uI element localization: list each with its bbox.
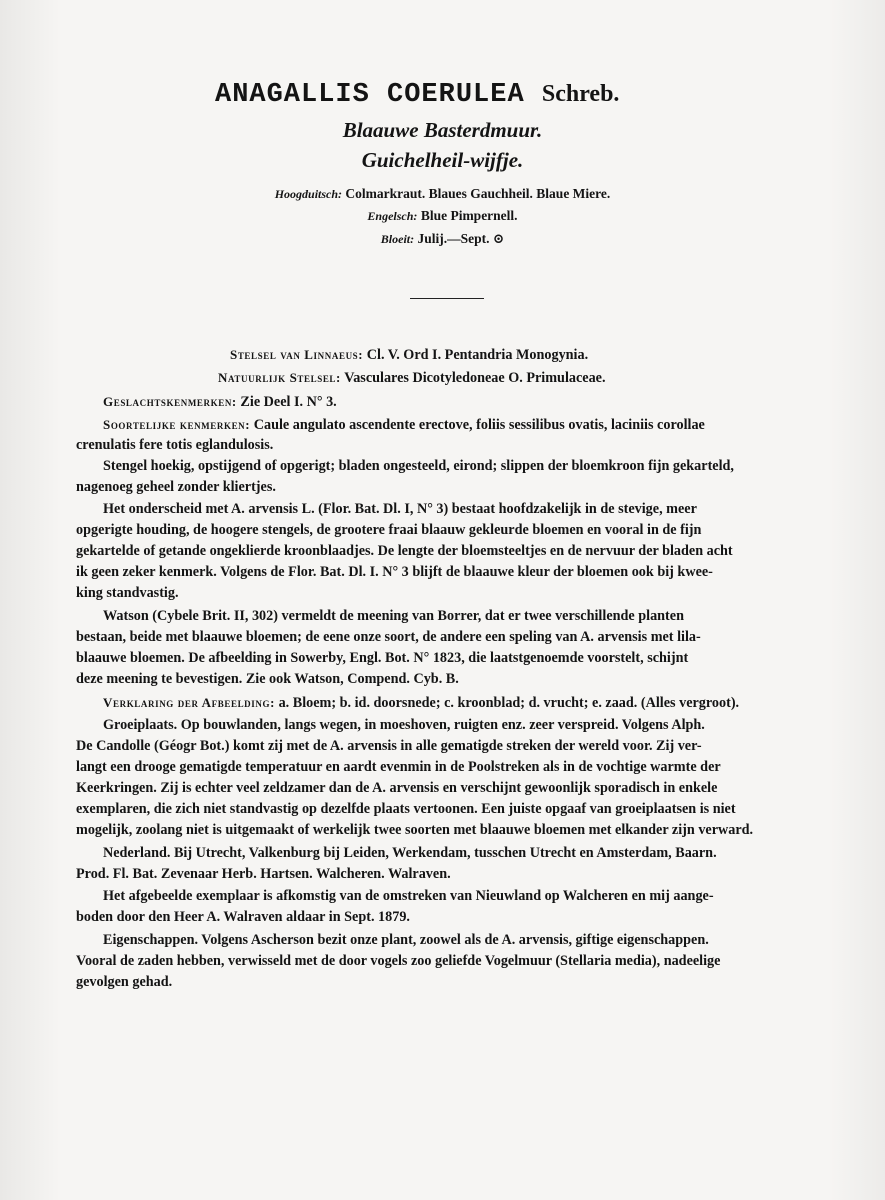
english-name: Blue Pimpernell. bbox=[420, 208, 518, 223]
habitat-line-6: mogelijk, zoolang niet is uitgemaakt of werkelijk twee soorten met blaauwe bloemen met elkander zijn verward. bbox=[76, 822, 754, 838]
bloom-line bbox=[0, 231, 885, 247]
species-name: ANAGALLIS COERULEA bbox=[215, 80, 525, 110]
dutch-name-2: Guichelheil-wijfje. bbox=[361, 148, 524, 172]
habitat-line-4: Keerkringen. Zij is echter veel zeldzamer dan de A. arvensis en verschijnt gewoonlijk sporadisch in enkele bbox=[76, 780, 718, 796]
diff-line-2: opgerigte houding, de hoogere stengels, de grootere fraai blaauw gekleurde bloemen en vooral in de fijn bbox=[76, 522, 702, 538]
german-names: Colmarkraut. Blaues Gauchheil. Blaue Miere. bbox=[345, 186, 611, 201]
figure-legend-line bbox=[103, 692, 799, 715]
watson-line-4: deze meening te bevestigen. Zie ook Watson, Compend. Cyb. B. bbox=[76, 671, 459, 687]
species-char-label: Soortelijke kenmerken: bbox=[103, 417, 251, 432]
watson-line-3: blaauwe bloemen. De afbeelding in Sowerby, Engl. Bot. N° 1823, die laatstgenoemde voorstelt, schijnt bbox=[76, 650, 689, 666]
figure-legend-label: Verklaring der Afbeelding: bbox=[103, 695, 276, 710]
properties-line-2: Vooral de zaden hebben, verwisseld met de door vogels zoo geliefde Vogelmuur (Stellaria media), nadeelige bbox=[76, 953, 721, 969]
habitat-line-5: exemplaren, die zich niet standvastig op dezelfde plaats vertoonen. Een juiste opgaaf van groeiplaatsen is niet bbox=[76, 801, 736, 817]
diff-line-1: Het onderscheid met A. arvensis L. (Flor. Bat. Dl. I, N° 3) bestaat hoofdzakelijk in de stevige, meer bbox=[103, 501, 697, 517]
divider bbox=[410, 298, 484, 299]
german-label: Hoogduitsch: bbox=[274, 187, 343, 201]
species-char-line-1 bbox=[103, 414, 799, 437]
natural-system-value: Vasculares Dicotyledoneae O. Primulaceae. bbox=[344, 370, 606, 386]
natural-system-label: Natuurlijk Stelsel: bbox=[218, 370, 341, 385]
netherlands-line-1: Nederland. Bij Utrecht, Valkenburg bij Leiden, Werkendam, tusschen Utrecht en Amsterdam, Baarn. bbox=[103, 845, 717, 861]
genus-value: Zie Deel I. N° 3. bbox=[240, 394, 337, 410]
habitat-line-2: De Candolle (Géogr Bot.) komt zij met de A. arvensis in alle gematigde streken der wereld voor. Zij ver- bbox=[76, 738, 702, 754]
diff-line-3: gekartelde of getande ongeklierde kroonblaadjes. De lengte der bloemsteeltjes en de nervuur der bladen acht bbox=[76, 543, 733, 559]
figure-legend-text: a. Bloem; b. id. doorsnede; c. kroonblad; d. vrucht; e. zaad. (Alles vergroot). bbox=[278, 695, 740, 711]
properties-line-3: gevolgen gehad. bbox=[76, 974, 173, 990]
genus-label: Geslachtskenmerken: bbox=[103, 394, 237, 409]
german-name-line bbox=[0, 186, 885, 202]
species-char-text-1: Caule angulato ascendente erectove, foliis sessilibus ovatis, laciniis corollae bbox=[253, 417, 705, 433]
linnaeus-value: Cl. V. Ord I. Pentandria Monogynia. bbox=[366, 347, 589, 363]
linnaeus-line bbox=[230, 344, 790, 367]
species-char-text-2: crenulatis fere totis eglandulosis. bbox=[76, 437, 274, 453]
natural-system-line bbox=[218, 367, 778, 390]
habitat-line-1: Groeiplaats. Op bouwlanden, langs wegen, in moeshoven, ruigten enz. zeer verspreid. Volgens Alph. bbox=[103, 717, 705, 733]
bloom-period: Julij.—Sept. ⊙ bbox=[417, 231, 505, 246]
stem-line-1: Stengel hoekig, opstijgend of opgerigt; bladen ongesteeld, eirond; slippen der bloemkroon fijn gekarteld, bbox=[103, 458, 734, 474]
specimen-line-1: Het afgebeelde exemplaar is afkomstig van de omstreken van Nieuwland op Walcheren en mij aange- bbox=[103, 888, 714, 904]
habitat-line-3: langt een drooge gematigde temperatuur en aardt evenmin in de Poolstreken als in de vochtige warmte der bbox=[76, 759, 721, 775]
species-author: Schreb. bbox=[541, 81, 620, 107]
diff-line-4: ik geen zeker kenmerk. Volgens de Flor. Bat. Dl. I. N° 3 blijft de blaauwe kleur der bloemen ook bij kwee- bbox=[76, 564, 713, 580]
english-name-line bbox=[0, 208, 885, 224]
bloom-label: Bloeit: bbox=[380, 232, 415, 246]
watson-line-2: bestaan, beide met blaauwe bloemen; de eene onze soort, de andere een speling van A. arvensis met lila- bbox=[76, 629, 701, 645]
diff-line-5: king standvastig. bbox=[76, 585, 179, 601]
genus-line bbox=[103, 391, 799, 414]
netherlands-line-2: Prod. Fl. Bat. Zevenaar Herb. Hartsen. Walcheren. Walraven. bbox=[76, 866, 451, 882]
stem-line-2: nagenoeg geheel zonder kliertjes. bbox=[76, 479, 276, 495]
properties-line-1: Eigenschappen. Volgens Ascherson bezit onze plant, zoowel als de A. arvensis, giftige eigenschappen. bbox=[103, 932, 709, 948]
specimen-line-2: boden door den Heer A. Walraven aldaar in Sept. 1879. bbox=[76, 909, 410, 925]
english-label: Engelsch: bbox=[367, 209, 418, 223]
page-title bbox=[215, 80, 655, 110]
linnaeus-label: Stelsel van Linnaeus: bbox=[230, 347, 364, 362]
watson-line-1: Watson (Cybele Brit. II, 302) vermeldt de meening van Borrer, dat er twee verschillende planten bbox=[103, 608, 684, 624]
dutch-name-1: Blaauwe Basterdmuur. bbox=[342, 118, 543, 142]
